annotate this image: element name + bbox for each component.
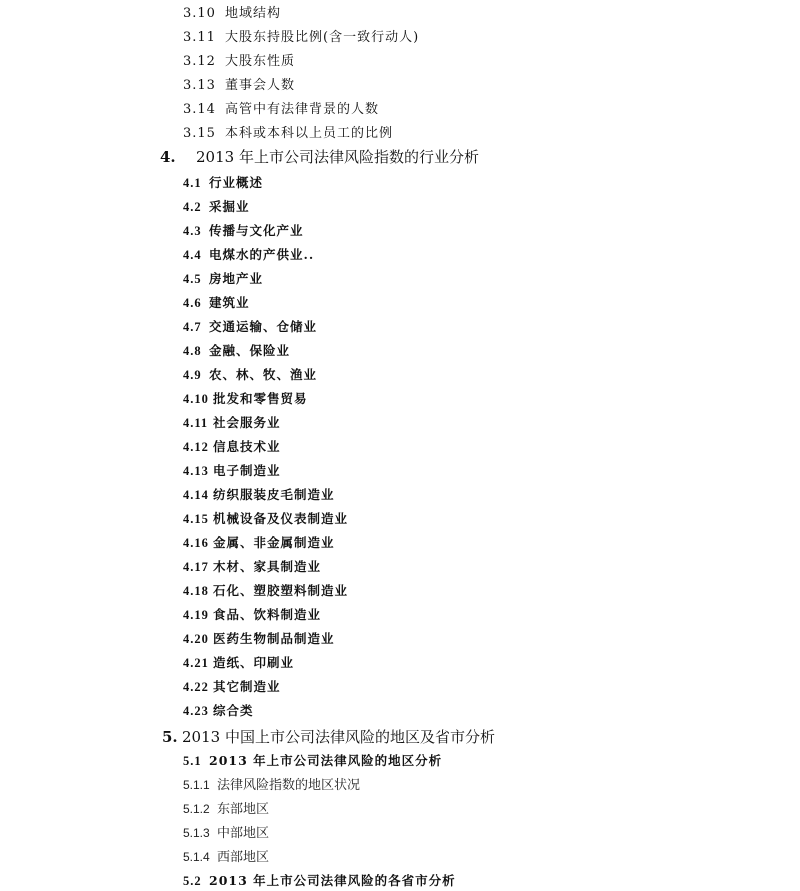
toc-entry-4-11[interactable] <box>183 415 281 431</box>
toc-entry-number: 3.10 <box>183 6 216 21</box>
toc-chapter-number: 4. <box>160 148 176 166</box>
toc-entry-3-10[interactable] <box>183 6 281 22</box>
toc-entry-title: 传播与文化产业 <box>209 223 304 238</box>
toc-entry-title: 木材、家具制造业 <box>213 559 322 574</box>
toc-entry-number: 4.9 <box>183 368 202 382</box>
toc-entry-title: 建筑业 <box>209 295 250 310</box>
toc-entry-title: 综合类 <box>213 703 254 718</box>
toc-entry-number: 5.2 <box>183 874 202 888</box>
toc-entry-title: 电子制造业 <box>213 463 281 478</box>
toc-entry-4-14[interactable] <box>183 487 335 503</box>
toc-chapter-5[interactable] <box>162 727 495 747</box>
toc-entry-number: 5.1.2 <box>183 802 210 816</box>
toc-entry-4-6[interactable] <box>183 295 250 311</box>
toc-entry-title: 法律风险指数的地区状况 <box>217 778 361 793</box>
toc-entry-number: 4.20 <box>183 632 209 646</box>
toc-entry-5-1[interactable] <box>183 753 442 769</box>
toc-entry-4-3[interactable] <box>183 223 304 239</box>
toc-entry-4-22[interactable] <box>183 679 281 695</box>
toc-entry-title: 医药生物制品制造业 <box>213 631 335 646</box>
toc-entry-title: 本科或本科以上员工的比例 <box>225 126 394 141</box>
toc-entry-5-1-1[interactable] <box>183 777 360 794</box>
toc-entry-3-14[interactable] <box>183 102 379 118</box>
toc-entry-4-10[interactable] <box>183 391 308 407</box>
toc-entry-number: 4.6 <box>183 296 202 310</box>
toc-entry-number: 4.23 <box>183 704 209 718</box>
toc-entry-number: 4.18 <box>183 584 209 598</box>
toc-entry-number: 4.5 <box>183 272 202 286</box>
toc-entry-number: 4.12 <box>183 440 209 454</box>
toc-entry-5-1-2[interactable] <box>183 801 269 818</box>
toc-entry-number: 4.3 <box>183 224 202 238</box>
toc-entry-number: 4.4 <box>183 248 202 262</box>
toc-entry-number: 4.19 <box>183 608 209 622</box>
toc-entry-number: 3.15 <box>183 126 216 141</box>
toc-entry-3-13[interactable] <box>183 78 295 94</box>
toc-entry-4-7[interactable] <box>183 319 317 335</box>
toc-entry-title: 高管中有法律背景的人数 <box>225 102 380 117</box>
toc-entry-title: 批发和零售贸易 <box>213 391 308 406</box>
toc-entry-4-15[interactable] <box>183 511 348 527</box>
toc-entry-4-4[interactable] <box>183 247 314 263</box>
toc-entry-number: 4.15 <box>183 512 209 526</box>
toc-entry-4-20[interactable] <box>183 631 335 647</box>
toc-entry-4-9[interactable] <box>183 367 317 383</box>
toc-entry-title: 中部地区 <box>217 826 270 841</box>
toc-entry-title: 2013 年上市公司法律风险的各省市分析 <box>209 873 456 888</box>
toc-entry-title: 采掘业 <box>209 199 250 214</box>
toc-entry-3-11[interactable] <box>183 30 419 46</box>
toc-chapter-title: 2013 中国上市公司法律风险的地区及省市分析 <box>182 728 495 746</box>
toc-entry-number: 5.1.4 <box>183 850 210 864</box>
toc-entry-4-13[interactable] <box>183 463 281 479</box>
toc-entry-3-15[interactable] <box>183 126 393 142</box>
toc-entry-title: 农、林、牧、渔业 <box>209 367 318 382</box>
toc-entry-title: 大股东性质 <box>225 54 296 69</box>
toc-entry-title: 金融、保险业 <box>209 343 291 358</box>
toc-entry-4-12[interactable] <box>183 439 281 455</box>
toc-entry-number: 4.2 <box>183 200 202 214</box>
toc-entry-title: 石化、塑胶塑料制造业 <box>213 583 349 598</box>
toc-entry-title: 房地产业 <box>209 271 264 286</box>
toc-entry-title: 信息技术业 <box>213 439 281 454</box>
toc-entry-title: 董事会人数 <box>225 78 296 93</box>
toc-entry-4-2[interactable] <box>183 199 250 215</box>
toc-entry-4-1[interactable] <box>183 175 263 191</box>
toc-entry-number: 5.1.3 <box>183 826 210 840</box>
toc-entry-number: 5.1.1 <box>183 778 210 792</box>
toc-entry-title: 东部地区 <box>217 802 270 817</box>
toc-entry-number: 4.13 <box>183 464 209 478</box>
toc-entry-title: 行业概述 <box>209 175 264 190</box>
toc-entry-number: 3.14 <box>183 102 216 117</box>
toc-entry-number: 3.11 <box>183 30 216 45</box>
toc-entry-number: 3.12 <box>183 54 216 69</box>
toc-entry-title: 金属、非金属制造业 <box>213 535 335 550</box>
toc-entry-number: 5.1 <box>183 754 202 768</box>
toc-entry-number: 4.14 <box>183 488 209 502</box>
toc-chapter-number: 5. <box>162 728 178 746</box>
toc-entry-title: 交通运输、仓储业 <box>209 319 318 334</box>
toc-entry-number: 4.21 <box>183 656 209 670</box>
toc-entry-title: 西部地区 <box>217 850 270 865</box>
toc-entry-title: 造纸、印刷业 <box>213 655 295 670</box>
toc-entry-number: 4.22 <box>183 680 209 694</box>
toc-entry-title: 机械设备及仪表制造业 <box>213 511 349 526</box>
toc-entry-number: 3.13 <box>183 78 216 93</box>
toc-entry-title: 食品、饮料制造业 <box>213 607 322 622</box>
toc-entry-4-21[interactable] <box>183 655 294 671</box>
toc-entry-3-12[interactable] <box>183 54 295 70</box>
toc-chapter-title: 2013 年上市公司法律风险指数的行业分析 <box>196 148 479 166</box>
toc-entry-title: 社会服务业 <box>213 415 281 430</box>
toc-entry-4-19[interactable] <box>183 607 321 623</box>
toc-entry-title: 地域结构 <box>225 6 282 21</box>
toc-entry-number: 4.1 <box>183 176 202 190</box>
toc-entry-number: 4.7 <box>183 320 202 334</box>
toc-entry-4-5[interactable] <box>183 271 263 287</box>
toc-entry-number: 4.10 <box>183 392 209 406</box>
toc-entry-4-17[interactable] <box>183 559 321 575</box>
toc-entry-number: 4.11 <box>183 416 209 430</box>
toc-entry-title: 纺织服装皮毛制造业 <box>213 487 335 502</box>
toc-entry-title: 其它制造业 <box>213 679 281 694</box>
toc-entry-number: 4.16 <box>183 536 209 550</box>
toc-entry-title: 2013 年上市公司法律风险的地区分析 <box>209 753 443 768</box>
toc-chapter-4[interactable] <box>160 147 479 167</box>
toc-entry-title: 电煤水的产供业.. <box>209 247 315 262</box>
toc-entry-4-23[interactable] <box>183 703 254 719</box>
toc-entry-4-8[interactable] <box>183 343 290 359</box>
toc-entry-5-1-3[interactable] <box>183 825 269 842</box>
toc-entry-number: 4.17 <box>183 560 209 574</box>
toc-entry-4-18[interactable] <box>183 583 348 599</box>
toc-entry-title: 大股东持股比例(含一致行动人) <box>225 30 420 45</box>
toc-entry-5-2[interactable] <box>183 873 456 889</box>
toc-entry-5-1-4[interactable] <box>183 849 269 866</box>
toc-entry-number: 4.8 <box>183 344 202 358</box>
toc-entry-4-16[interactable] <box>183 535 335 551</box>
